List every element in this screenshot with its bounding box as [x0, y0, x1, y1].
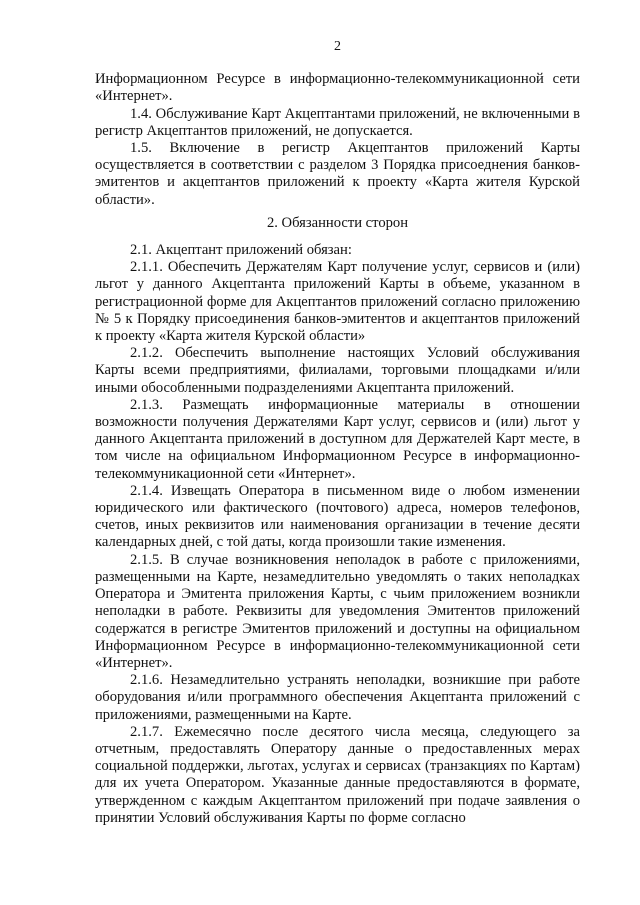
paragraph-intro: Информационном Ресурсе в информационно-телекоммуникационной сети «Интернет».	[95, 71, 580, 105]
paragraph-2-1-2: 2.1.2. Обеспечить выполнение настоящих Условий обслуживания Карты всеми предприятиями, филиалами, торговыми площадками и/или иными обособленными подразделениями Акцептанта приложений.	[95, 345, 580, 396]
section-heading-2: 2. Обязанности сторон	[266, 214, 409, 231]
paragraph-2-1-7: 2.1.7. Ежемесячно после десятого числа месяца, следующего за отчетным, предоставлять Оператору данные о предоставленных мерах социальной поддержки, льготах, услугах и сервисах (транзакциях по Картам) для их учета Оператором. Указанные данные предоставляются в формате, утвержденном с каждым Акцептантом приложений при подаче заявления о принятии Условий обслуживания Карты по форме согласно	[95, 723, 580, 826]
paragraph-2-1: 2.1. Акцептант приложений обязан:	[130, 242, 352, 259]
document-page	[95, 38, 580, 827]
page-number: 2	[334, 39, 341, 54]
paragraph-2-1-3: 2.1.3. Размещать информационные материалы в отношении возможности получения Держателями Карт услуг, сервисов и (или) льгот у данного Акцептанта приложений в доступном для Держателей Карт месте, в том числе на официальном Информационном Ресурсе в информационно-телекоммуникационной сети «Интернет».	[95, 396, 580, 482]
paragraph-1-4: 1.4. Обслуживание Карт Акцептантами приложений, не включенными в регистр Акцептантов приложений, не допускается.	[95, 105, 580, 139]
paragraph-2-1-1: 2.1.1. Обеспечить Держателям Карт получение услуг, сервисов и (или) льгот у данного Акцептанта приложений Карты в объеме, указанном в регистрационной форме для Акцептантов приложений согласно приложению № 5 к Порядку присоединения банков-эмитентов и акцептантов приложений к проекту «Карта жителя Курской области»	[95, 259, 580, 345]
paragraph-2-1-5: 2.1.5. В случае возникновения неполадок в работе с приложениями, размещенными на Карте, незамедлительно уведомлять о таких неполадках Оператора и Эмитента приложения Карты, с чьим приложением возникли неполадки в работе. Реквизиты для уведомления Эмитентов приложений содержатся в регистре Эмитентов приложений и доступны на официальном Информационном Ресурсе в информационно-телекоммуникационной сети «Интернет».	[95, 551, 580, 671]
paragraph-1-5: 1.5. Включение в регистр Акцептантов приложений Карты осуществляется в соответствии с разделом 3 Порядка присоеднения банков-эмитентов и акцептантов приложений к проекту «Карта жителя Курской области».	[95, 140, 580, 208]
paragraph-2-1-6: 2.1.6. Незамедлительно устранять неполадки, возникшие при работе оборудования и/или программного обеспечения Акцептанта приложений с приложениями, размещенными на Карте.	[95, 672, 580, 723]
paragraph-2-1-4: 2.1.4. Извещать Оператора в письменном виде о любом изменении юридического или фактического (почтового) адреса, номеров телефонов, счетов, иных реквизитов или наименования организации в течение десяти календарных дней, с той даты, когда произошли такие изменения.	[95, 482, 580, 551]
